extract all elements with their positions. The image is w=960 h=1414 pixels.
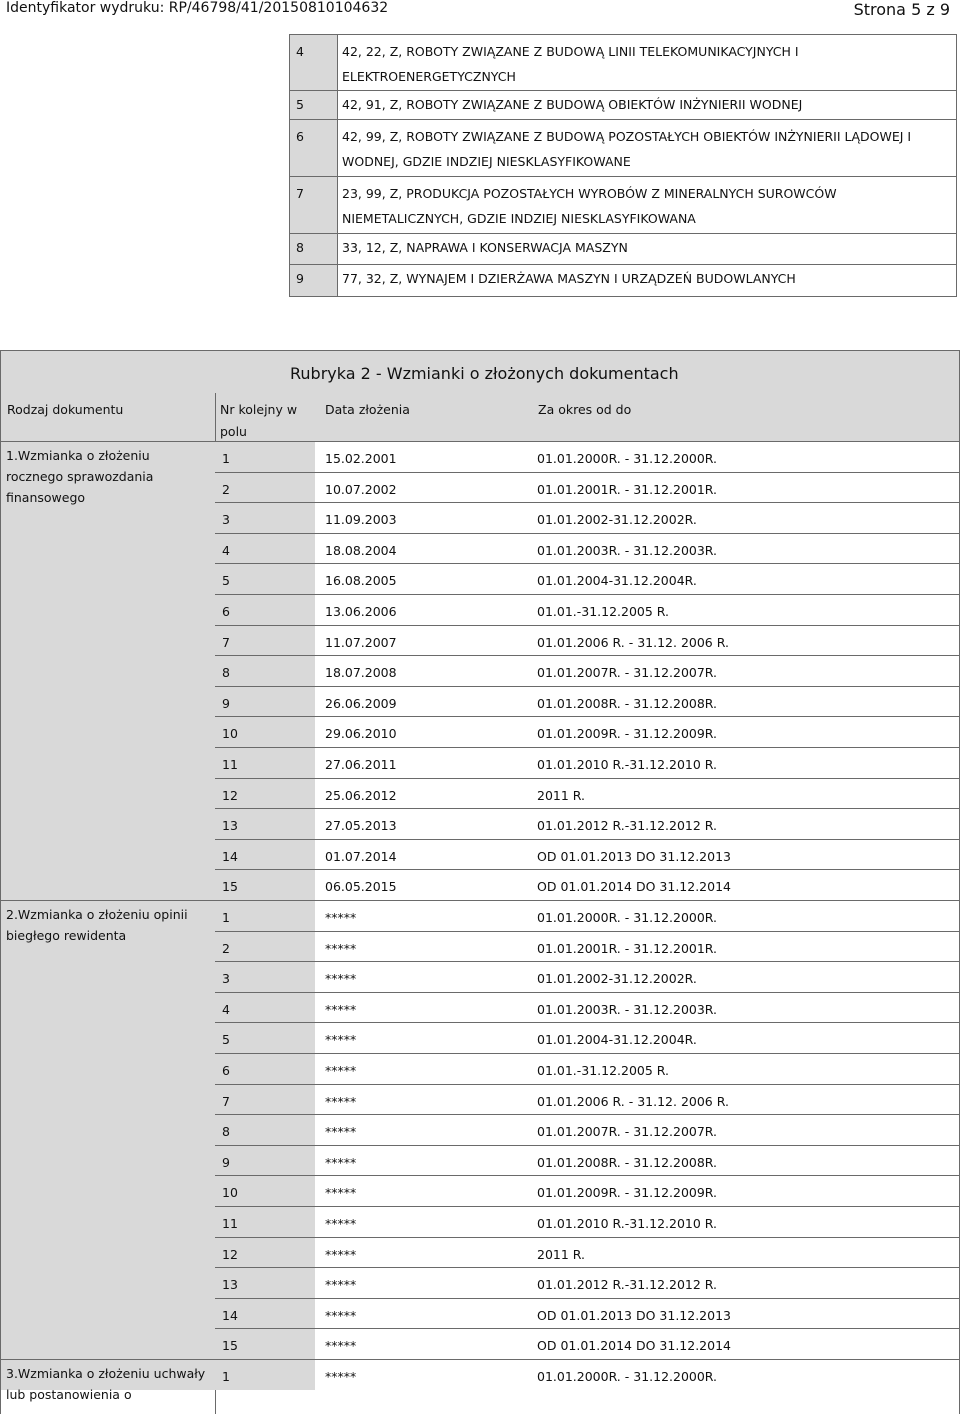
document-type-label: 1.Wzmianka o złożeniu rocznego sprawozdania finansowego — [6, 448, 154, 505]
row-date: 18.07.2008 — [325, 665, 397, 681]
table-row — [215, 900, 959, 931]
table-row — [215, 1084, 959, 1115]
row-date: ***** — [325, 971, 357, 987]
row-number: 3 — [222, 971, 230, 987]
table-row — [215, 808, 959, 839]
row-date: ***** — [325, 1277, 357, 1293]
table-row — [215, 655, 959, 686]
row-number: 1 — [222, 1369, 230, 1384]
table-row — [215, 502, 959, 533]
table-row — [215, 869, 959, 900]
row-period: 01.01.2008R. - 31.12.2008R. — [537, 695, 718, 711]
row-number: 8 — [222, 1124, 230, 1140]
nr-cell — [215, 1115, 315, 1145]
row-number: 6 — [222, 604, 230, 619]
table-row — [215, 472, 959, 503]
row-period: 01.01.2004-31.12.2004R. — [537, 1032, 697, 1048]
row-number: 2 — [222, 940, 230, 956]
nr-cell — [215, 564, 315, 594]
table-row — [215, 992, 959, 1023]
table-row — [215, 594, 959, 625]
row-number: 10 — [222, 1185, 238, 1201]
row-period: 01.01.2009R. - 31.12.2009R. — [537, 726, 718, 742]
nr-cell — [215, 473, 315, 503]
pkd-num: 4 — [290, 35, 338, 91]
row-period: OD 01.01.2013 DO 31.12.2013 — [537, 1307, 731, 1323]
row-date: 06.05.2015 — [325, 879, 397, 895]
table-row — [290, 120, 957, 177]
nr-cell — [215, 656, 315, 686]
nr-cell — [215, 932, 315, 962]
row-number: 8 — [222, 665, 230, 681]
row-date: 26.06.2009 — [325, 695, 397, 711]
row-number: 4 — [222, 1001, 230, 1017]
row-number: 15 — [222, 1338, 238, 1354]
row-date: ***** — [325, 1246, 357, 1262]
row-number: 15 — [222, 879, 238, 895]
table-row — [215, 1022, 959, 1053]
row-number: 10 — [222, 726, 238, 742]
row-period: 01.01.2001R. - 31.12.2001R. — [537, 481, 718, 497]
row-number: 1 — [222, 910, 230, 925]
row-date: 27.05.2013 — [325, 818, 397, 834]
row-period: 01.01.2000R. - 31.12.2000R. — [537, 910, 718, 925]
row-period: 01.01.2001R. - 31.12.2001R. — [537, 940, 718, 956]
row-period: 01.01.2012 R.-31.12.2012 R. — [537, 1277, 718, 1293]
table-row — [215, 1145, 959, 1176]
pkd-num: 9 — [290, 265, 338, 297]
pkd-desc: 42, 91, Z, ROBOTY ZWIĄZANE Z BUDOWĄ OBIEKTÓW INŻYNIERII WODNEJ — [338, 91, 957, 120]
table-row — [215, 716, 959, 747]
row-number: 6 — [222, 1063, 230, 1078]
row-period: OD 01.01.2014 DO 31.12.2014 — [537, 1338, 731, 1354]
row-number: 11 — [222, 757, 238, 772]
row-date: ***** — [325, 940, 357, 956]
rubryka-title: Rubryka 2 - Wzmianki o złożonych dokumentach — [290, 364, 679, 383]
row-date: ***** — [325, 1307, 357, 1323]
rubryka-title-cell — [1, 351, 959, 394]
nr-cell — [215, 901, 315, 931]
row-date: 16.08.2005 — [325, 573, 397, 589]
row-date: ***** — [325, 1063, 357, 1078]
rubryka-header-row — [1, 393, 959, 441]
nr-cell — [215, 687, 315, 717]
pkd-table — [289, 34, 957, 297]
row-period: 01.01.2000R. - 31.12.2000R. — [537, 1369, 718, 1384]
table-row — [215, 1359, 959, 1390]
row-date: ***** — [325, 1216, 357, 1231]
row-date: 11.09.2003 — [325, 512, 397, 528]
row-date: ***** — [325, 1369, 357, 1384]
table-row — [215, 563, 959, 594]
nr-cell — [215, 993, 315, 1023]
row-number: 14 — [222, 848, 238, 864]
table-row — [290, 91, 957, 120]
row-date: ***** — [325, 1124, 357, 1140]
row-date: 11.07.2007 — [325, 634, 397, 650]
table-row — [215, 533, 959, 564]
row-period: OD 01.01.2014 DO 31.12.2014 — [537, 879, 731, 895]
table-row — [215, 839, 959, 870]
row-date: ***** — [325, 1154, 357, 1170]
group-divider — [1, 441, 215, 442]
row-period: 01.01.2010 R.-31.12.2010 R. — [537, 1216, 718, 1231]
nr-cell — [215, 1146, 315, 1176]
header-data: Data złożenia — [325, 402, 410, 417]
pkd-num: 8 — [290, 234, 338, 265]
table-row — [215, 961, 959, 992]
row-number: 14 — [222, 1307, 238, 1323]
row-date: ***** — [325, 1185, 357, 1201]
row-date: ***** — [325, 1032, 357, 1048]
nr-cell — [215, 442, 315, 472]
pkd-desc: 42, 22, Z, ROBOTY ZWIĄZANE Z BUDOWĄ LINII TELEKOMUNIKACYJNYCH I ELEKTROENERGETYCZNYCH — [338, 35, 957, 91]
row-number: 12 — [222, 787, 238, 803]
row-period: 01.01.2006 R. - 31.12. 2006 R. — [537, 634, 729, 650]
row-number: 7 — [222, 634, 230, 650]
nr-cell — [215, 962, 315, 992]
pkd-num: 5 — [290, 91, 338, 120]
row-period: 01.01.2008R. - 31.12.2008R. — [537, 1154, 718, 1170]
table-row — [290, 177, 957, 234]
table-row — [215, 1114, 959, 1145]
row-date: 15.02.2001 — [325, 451, 397, 466]
pkd-num: 6 — [290, 120, 338, 177]
nr-cell — [215, 626, 315, 656]
pkd-desc: 33, 12, Z, NAPRAWA I KONSERWACJA MASZYN — [338, 234, 957, 265]
row-date: 25.06.2012 — [325, 787, 397, 803]
row-number: 12 — [222, 1246, 238, 1262]
print-identifier: Identyfikator wydruku: RP/46798/41/20150810104632 — [6, 0, 389, 16]
table-row — [215, 1328, 959, 1359]
row-period: 01.01.-31.12.2005 R. — [537, 604, 670, 619]
table-row — [215, 1053, 959, 1084]
pkd-num: 7 — [290, 177, 338, 234]
row-period: 01.01.2000R. - 31.12.2000R. — [537, 451, 718, 466]
table-row — [215, 778, 959, 809]
nr-cell — [215, 534, 315, 564]
table-row — [215, 686, 959, 717]
row-number: 7 — [222, 1093, 230, 1109]
row-date: 10.07.2002 — [325, 481, 397, 497]
table-row — [215, 1298, 959, 1329]
row-period: 01.01.2012 R.-31.12.2012 R. — [537, 818, 718, 834]
row-period: 01.01.2003R. - 31.12.2003R. — [537, 1001, 718, 1017]
row-period: 01.01.2004-31.12.2004R. — [537, 573, 697, 589]
row-period: 01.01.2007R. - 31.12.2007R. — [537, 1124, 718, 1140]
row-period: 01.01.2002-31.12.2002R. — [537, 971, 697, 987]
row-number: 13 — [222, 1277, 238, 1293]
row-date: 29.06.2010 — [325, 726, 397, 742]
row-date: 27.06.2011 — [325, 757, 397, 772]
row-number: 5 — [222, 1032, 230, 1048]
pkd-desc: 23, 99, Z, PRODUKCJA POZOSTAŁYCH WYROBÓW Z MINERALNYCH SUROWCÓW NIEMETALICZNYCH, GDZIE INDZIEJ NIESKLASYFIKOWANA — [338, 177, 957, 234]
document-type-cell — [1, 441, 215, 900]
table-row — [215, 1237, 959, 1268]
page-header — [0, 0, 960, 18]
row-period: 2011 R. — [537, 787, 585, 803]
table-row — [215, 1206, 959, 1237]
row-period: 2011 R. — [537, 1246, 585, 1262]
header-rodzaj: Rodzaj dokumentu — [7, 402, 124, 417]
table-row — [290, 234, 957, 265]
row-date: 01.07.2014 — [325, 848, 397, 864]
nr-cell — [215, 1360, 315, 1390]
group-divider — [1, 1359, 215, 1360]
row-period: 01.01.2003R. - 31.12.2003R. — [537, 542, 718, 558]
nr-cell — [215, 1023, 315, 1053]
nr-cell — [215, 595, 315, 625]
nr-cell — [215, 1054, 315, 1084]
row-period: 01.01.-31.12.2005 R. — [537, 1063, 670, 1078]
nr-cell — [215, 503, 315, 533]
row-number: 11 — [222, 1216, 238, 1231]
row-number: 5 — [222, 573, 230, 589]
row-period: 01.01.2009R. - 31.12.2009R. — [537, 1185, 718, 1201]
table-row — [215, 1175, 959, 1206]
row-period: 01.01.2006 R. - 31.12. 2006 R. — [537, 1093, 729, 1109]
row-date: ***** — [325, 910, 357, 925]
document-type-label: 3.Wzmianka o złożeniu uchwały lub postanowienia o — [6, 1366, 206, 1402]
document-type-cell — [1, 1359, 215, 1402]
table-row — [215, 625, 959, 656]
header-nr: Nr kolejny w polu — [220, 402, 298, 439]
row-number: 4 — [222, 542, 230, 558]
table-row — [215, 747, 959, 778]
table-row — [215, 441, 959, 472]
row-period: 01.01.2002-31.12.2002R. — [537, 512, 697, 528]
header-okres: Za okres od do — [538, 402, 632, 417]
row-number: 13 — [222, 818, 238, 834]
document-type-cell — [1, 900, 215, 1359]
pkd-desc: 42, 99, Z, ROBOTY ZWIĄZANE Z BUDOWĄ POZOSTAŁYCH OBIEKTÓW INŻYNIERII LĄDOWEJ I WODNEJ, GDZIE INDZIEJ NIESKLASYFIKOWANE — [338, 120, 957, 177]
row-date: ***** — [325, 1093, 357, 1109]
row-number: 1 — [222, 451, 230, 466]
row-date: 18.08.2004 — [325, 542, 397, 558]
table-row — [215, 1267, 959, 1298]
group-divider — [1, 900, 215, 901]
row-date: ***** — [325, 1338, 357, 1354]
row-number: 9 — [222, 1154, 230, 1170]
row-number: 9 — [222, 695, 230, 711]
document-type-label: 2.Wzmianka o złożeniu opinii biegłego rewidenta — [6, 907, 188, 943]
row-period: 01.01.2010 R.-31.12.2010 R. — [537, 757, 718, 772]
row-date: 13.06.2006 — [325, 604, 397, 619]
table-row — [290, 265, 957, 297]
row-period: OD 01.01.2013 DO 31.12.2013 — [537, 848, 731, 864]
row-number: 2 — [222, 481, 230, 497]
pkd-desc: 77, 32, Z, WYNAJEM I DZIERŻAWA MASZYN I URZĄDZEŃ BUDOWLANYCH — [338, 265, 957, 297]
row-number: 3 — [222, 512, 230, 528]
row-period: 01.01.2007R. - 31.12.2007R. — [537, 665, 718, 681]
table-row — [290, 35, 957, 91]
page-number: Strona 5 z 9 — [853, 0, 950, 19]
rubryka-2-section — [0, 350, 960, 1414]
row-date: ***** — [325, 1001, 357, 1017]
table-row — [215, 931, 959, 962]
nr-cell — [215, 1085, 315, 1115]
